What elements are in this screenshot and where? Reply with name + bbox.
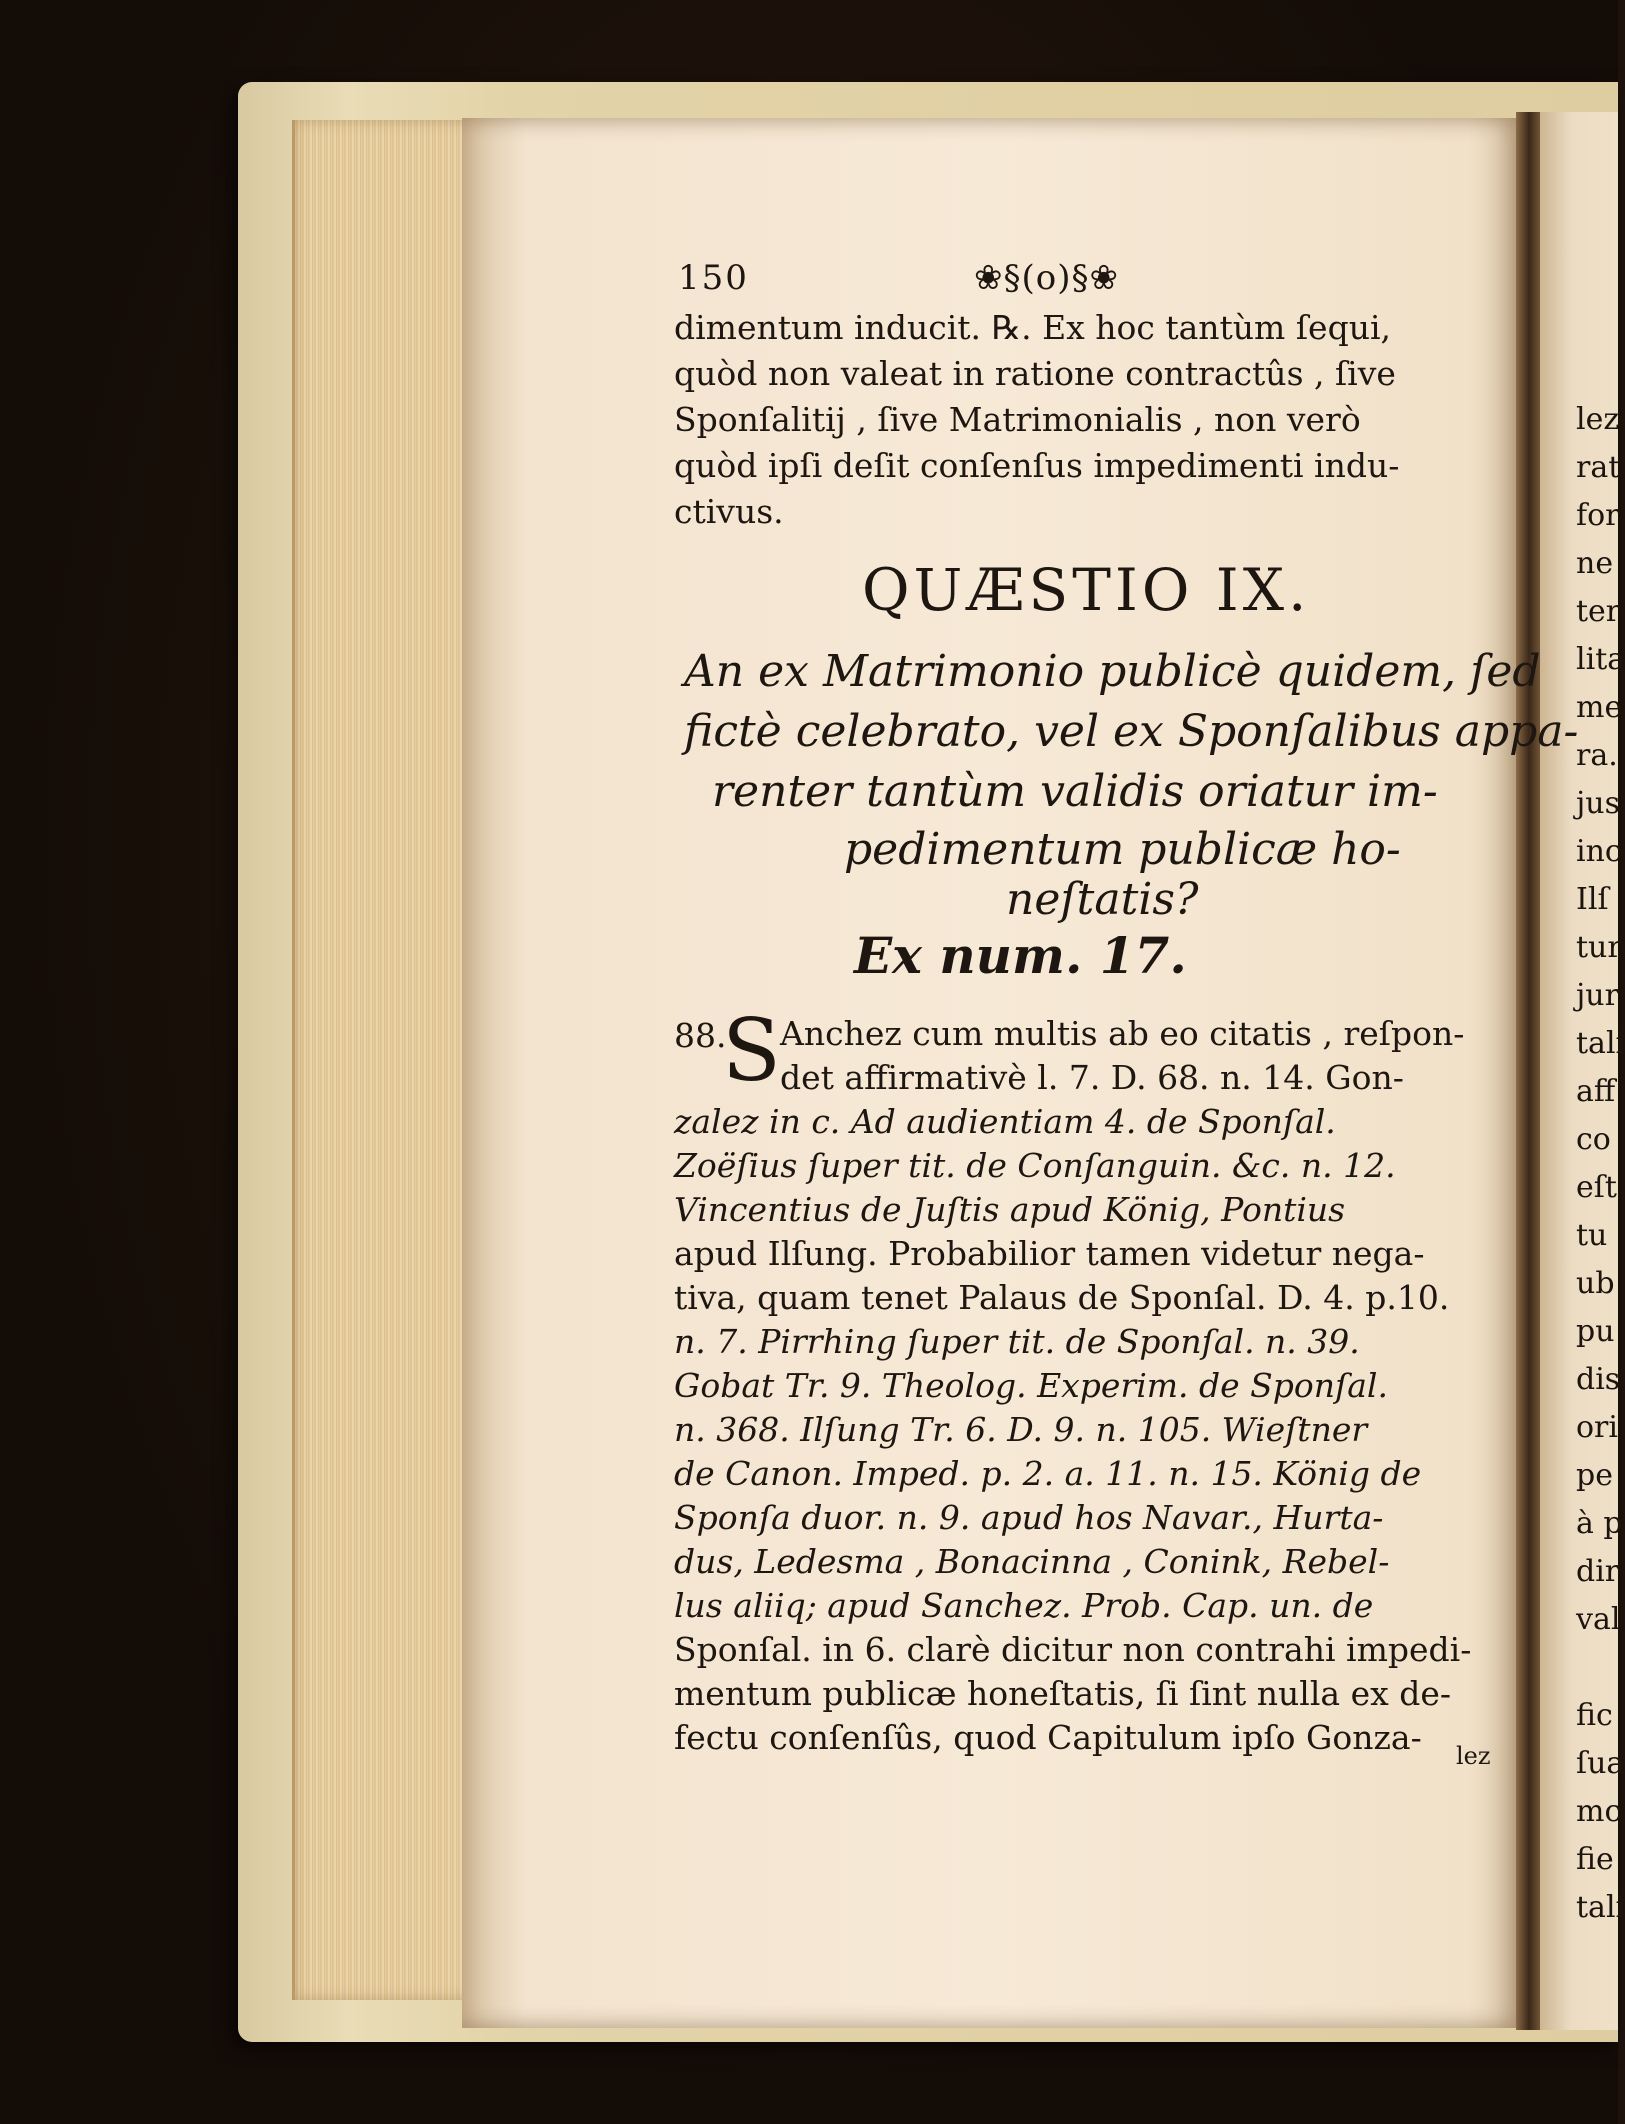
- book-gutter: [1516, 112, 1542, 2030]
- catchword: lez: [1456, 1742, 1491, 1770]
- text-line: lus aliiq; apud Sanchez. Prob. Cap. un. de: [674, 1586, 1374, 1625]
- text-line: Sponſalitij , ſive Matrimonialis , non verò: [674, 400, 1361, 439]
- facing-page-fragment: me: [1576, 690, 1623, 725]
- facing-page-fragment: pu: [1576, 1314, 1615, 1349]
- text-line: Zoëſius ſuper tit. de Conſanguin. &c. n. 12.: [674, 1146, 1396, 1185]
- page-edges: [292, 120, 477, 2000]
- question-line: pedimentum publicæ ho-: [844, 824, 1401, 875]
- facing-page-fragment: dir: [1576, 1554, 1620, 1589]
- text-line: det affirmativè l. 7. D. 68. n. 14. Gon-: [780, 1058, 1404, 1097]
- text-line: de Canon. Imped. p. 2. a. 11. n. 15. König de: [674, 1454, 1422, 1493]
- reference-heading: Ex num. 17.: [854, 926, 1187, 985]
- facing-page-fragment: jus: [1576, 786, 1621, 821]
- facing-page-fragment: eſt: [1576, 1170, 1617, 1205]
- question-line: fictè celebrato, vel ex Sponſalibus appa-: [684, 706, 1579, 757]
- facing-page-fragment: ne: [1576, 546, 1614, 581]
- text-line: quòd non valeat in ratione contractûs , ſive: [674, 354, 1396, 393]
- paragraph-number: 88.: [674, 1016, 727, 1055]
- drop-cap: S: [722, 1001, 781, 1101]
- facing-page-fragment: jur: [1576, 978, 1619, 1013]
- question-line: neſtatis?: [1006, 874, 1199, 925]
- text-line: Vincentius de Juſtis apud König, Pontius: [674, 1190, 1346, 1229]
- text-line: apud Ilſung. Probabilior tamen videtur nega-: [674, 1234, 1425, 1273]
- facing-page-fragment: tali: [1576, 1026, 1625, 1061]
- facing-page-fragment: co: [1576, 1122, 1611, 1157]
- facing-page-fragment: fic: [1576, 1698, 1613, 1733]
- facing-page-fragment: inc: [1576, 834, 1622, 869]
- text-line: Sponſa duor. n. 9. apud hos Navar., Hurta-: [674, 1498, 1384, 1537]
- facing-page-fragment: à p: [1576, 1506, 1623, 1541]
- question-title: QUÆSTIO IX.: [862, 556, 1311, 624]
- text-line: quòd ipſi deſit conſenſus impedimenti indu-: [674, 446, 1400, 485]
- facing-page-fragment: Ilſ: [1576, 882, 1609, 917]
- facing-page-fragment: for: [1576, 498, 1620, 533]
- facing-page-fragment: lez: [1576, 402, 1620, 437]
- facing-page-fragment: tu: [1576, 1218, 1608, 1253]
- text-line: ctivus.: [674, 492, 784, 531]
- facing-page-fragment: ori: [1576, 1410, 1618, 1445]
- header-ornament: ❀§(o)§❀: [974, 258, 1119, 298]
- facing-page-fragment: mc: [1576, 1794, 1622, 1829]
- text-line: fectu conſenſûs, quod Capitulum ipſo Gonza-: [674, 1718, 1422, 1757]
- text-line: n. 368. Ilſung Tr. 6. D. 9. n. 105. Wieſtner: [674, 1410, 1368, 1449]
- text-line: dus, Ledesma , Bonacinna , Conink, Rebel-: [674, 1542, 1390, 1581]
- text-line: dimentum inducit. ℞. Ex hoc tantùm ſequi,: [674, 308, 1392, 347]
- text-line: n. 7. Pirrhing ſuper tit. de Sponſal. n. 39.: [674, 1322, 1360, 1361]
- text-line: tiva, quam tenet Palaus de Sponſal. D. 4. p.10.: [674, 1278, 1450, 1317]
- question-line: renter tantùm validis oriatur im-: [712, 766, 1438, 817]
- question-line: An ex Matrimonio publicè quidem, ſed: [684, 646, 1541, 697]
- facing-page-fragment: fie: [1576, 1842, 1614, 1877]
- text-line: Gobat Tr. 9. Theolog. Experim. de Sponſal.: [674, 1366, 1388, 1405]
- facing-page-fragment: ra.: [1576, 738, 1618, 773]
- facing-page-fragment: aff: [1576, 1074, 1616, 1109]
- running-header: [678, 258, 1238, 306]
- facing-page-fragment: ub: [1576, 1266, 1615, 1301]
- page-number: 150: [678, 258, 749, 298]
- facing-page-fragment: lita: [1576, 642, 1625, 677]
- facing-page-fragment: pe: [1576, 1458, 1613, 1493]
- text-line: Sponſal. in 6. clarè dicitur non contrahi impedi-: [674, 1630, 1472, 1669]
- facing-page-fragment: rat: [1576, 450, 1621, 485]
- facing-page-fragment: ter: [1576, 594, 1621, 629]
- text-line: mentum publicæ honeſtatis, ſi ſint nulla ex de-: [674, 1674, 1451, 1713]
- facing-page-fragment: ſua: [1576, 1746, 1625, 1781]
- facing-page-fragment: val: [1576, 1602, 1621, 1637]
- facing-page-fragment: tur: [1576, 930, 1622, 965]
- facing-page: [1540, 112, 1625, 2030]
- facing-page-fragment: dis: [1576, 1362, 1621, 1397]
- text-line: zalez in c. Ad audientiam 4. de Sponſal.: [674, 1102, 1336, 1141]
- facing-page-fragment: tali: [1576, 1890, 1625, 1925]
- text-line: Anchez cum multis ab eo citatis , reſpon-: [780, 1014, 1465, 1053]
